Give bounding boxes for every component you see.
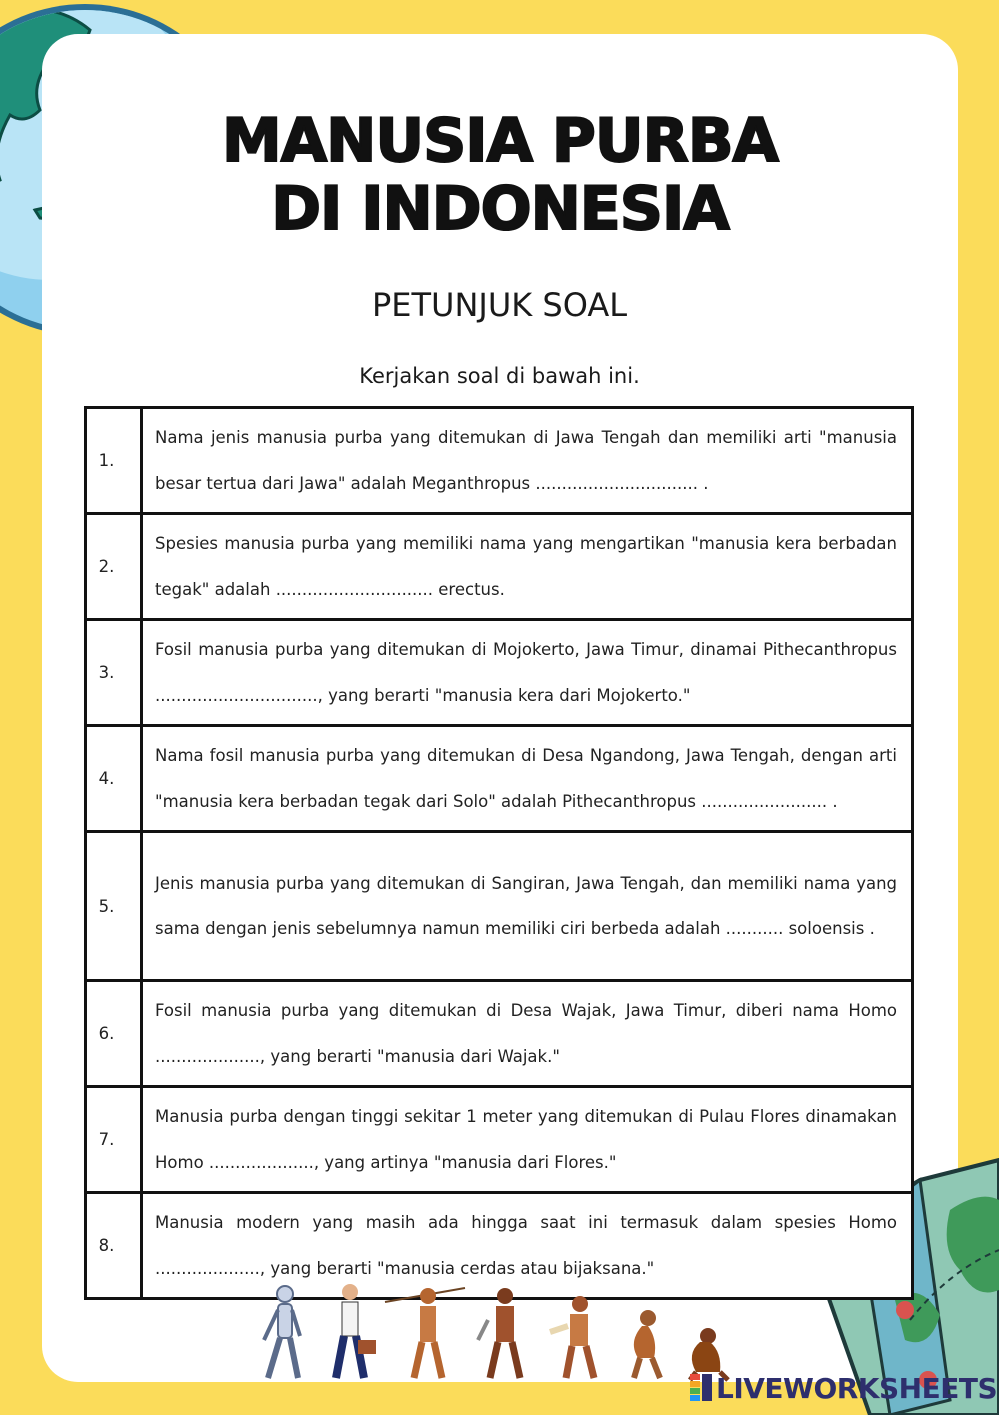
question-table bbox=[84, 406, 914, 1300]
question-number: 6. bbox=[86, 981, 142, 1087]
title-line-1: MANUSIA PURBA bbox=[221, 106, 778, 176]
question-row bbox=[86, 620, 913, 726]
question-text: Spesies manusia purba yang memiliki nama yang mengartikan "manusia kera berbadan tegak" adalah .............................. erectus. bbox=[142, 514, 913, 620]
human-evolution-illustration bbox=[250, 1280, 750, 1385]
hominid-figure bbox=[634, 1310, 660, 1378]
question-text: Fosil manusia purba yang ditemukan di Mojokerto, Jawa Timur, dinamai Pithecanthropus ..............................., yang berarti "manusia kera dari Mojokerto." bbox=[142, 620, 913, 726]
question-number: 5. bbox=[86, 832, 142, 981]
question-text: Manusia purba dengan tinggi sekitar 1 meter yang ditemukan di Pulau Flores dinamakan Homo ...................., yang artinya "manusia dari Flores." bbox=[142, 1087, 913, 1193]
question-row bbox=[86, 1087, 913, 1193]
question-text: Fosil manusia purba yang ditemukan di Desa Wajak, Jawa Timur, diberi nama Homo ...................., yang berarti "manusia dari Wajak." bbox=[142, 981, 913, 1087]
question-row bbox=[86, 514, 913, 620]
subtitle: PETUNJUK SOAL bbox=[371, 286, 628, 324]
robot-figure bbox=[264, 1286, 300, 1378]
question-text: Jenis manusia purba yang ditemukan di Sangiran, Jawa Tengah, dan memiliki nama yang sama dengan jenis sebelumnya namun memiliki ciri berbeda adalah ........... soloensis . bbox=[142, 832, 913, 981]
question-number: 1. bbox=[86, 408, 142, 514]
caveman-club-figure bbox=[550, 1296, 594, 1378]
question-row bbox=[86, 408, 913, 514]
brand-icon bbox=[690, 1374, 712, 1402]
question-number: 2. bbox=[86, 514, 142, 620]
caveman-axe-figure bbox=[478, 1288, 520, 1378]
question-number: 4. bbox=[86, 726, 142, 832]
question-row bbox=[86, 832, 913, 981]
question-text: Manusia modern yang masih ada hingga saat ini termasuk dalam spesies Homo ...................., yang berarti "manusia cerdas atau bijaksana." bbox=[142, 1193, 913, 1299]
question-text: Nama fosil manusia purba yang ditemukan di Desa Ngandong, Jawa Tengah, dengan arti "manusia kera berbadan tegak dari Solo" adalah Pithecanthropus ........................ . bbox=[142, 726, 913, 832]
question-number: 7. bbox=[86, 1087, 142, 1193]
brand-text: LIVEWORKSHEETS bbox=[716, 1372, 998, 1405]
question-row bbox=[86, 726, 913, 832]
instruction-text: Kerjakan soal di bawah ini. bbox=[359, 364, 640, 388]
question-number: 3. bbox=[86, 620, 142, 726]
businessman-figure bbox=[336, 1284, 376, 1378]
question-number: 8. bbox=[86, 1193, 142, 1299]
question-text: Nama jenis manusia purba yang ditemukan di Jawa Tengah dan memiliki arti "manusia besar tertua dari Jawa" adalah Meganthropus ............................... . bbox=[142, 408, 913, 514]
question-row bbox=[86, 981, 913, 1087]
title-line-2: DI INDONESIA bbox=[271, 174, 729, 244]
hunter-figure bbox=[385, 1288, 465, 1378]
liveworksheets-logo bbox=[690, 1372, 997, 1405]
